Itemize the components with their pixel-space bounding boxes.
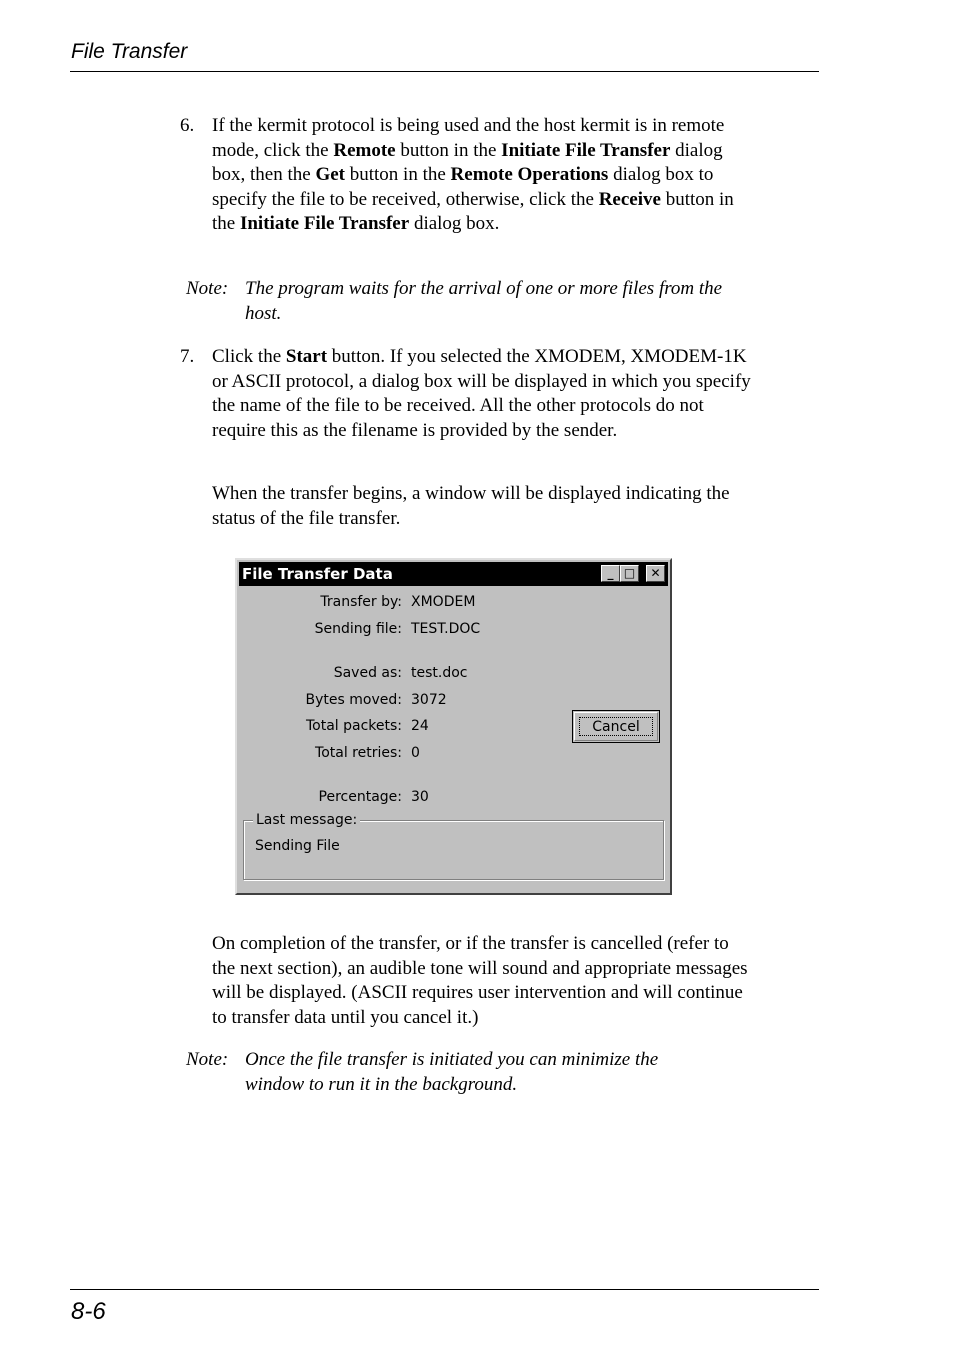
cancel-button-label: Cancel: [579, 717, 653, 736]
bytes-moved-value: 3072: [411, 692, 447, 708]
minimize-icon[interactable]: _: [601, 565, 620, 582]
page-number: 8-6: [71, 1298, 106, 1325]
saved-as-label: Saved as:: [333, 665, 402, 681]
footer-rule: [70, 1289, 819, 1290]
running-header: File Transfer: [71, 40, 188, 63]
cancel-button[interactable]: [572, 710, 660, 743]
step-7-text: Click the Start button. If you selected the XMODEM, XMODEM-1K or ASCII protocol, a dialog box will be displayed in which you specify the name of the file to be received. All the other protocols do not require this as the filename is provided by the sender.: [212, 346, 751, 441]
dialog-title: File Transfer Data: [242, 565, 393, 583]
total-retries-label: Total retries:: [315, 745, 402, 761]
last-message-label: Last message:: [253, 812, 360, 828]
note-1-text: The program waits for the arrival of one or more files from the host.: [245, 278, 723, 324]
close-icon[interactable]: ✕: [646, 565, 665, 582]
sending-file-value: TEST.DOC: [411, 621, 481, 637]
transfer-by-label: Transfer by:: [320, 594, 402, 610]
transfer-by-value: XMODEM: [411, 594, 476, 610]
dialog-titlebar: [239, 562, 668, 586]
header-rule: [70, 71, 819, 72]
step-6-number: 6.: [180, 115, 195, 136]
percentage-label: Percentage:: [318, 789, 402, 805]
maximize-icon[interactable]: □: [620, 565, 639, 582]
sending-file-label: Sending file:: [314, 621, 402, 637]
bytes-moved-label: Bytes moved:: [305, 692, 402, 708]
note-2-text: Once the file transfer is initiated you can minimize the window to run it in the background.: [245, 1049, 659, 1095]
total-packets-label: Total packets:: [305, 718, 402, 734]
transfer-begins-paragraph: When the transfer begins, a window will be displayed indicating the status of the file transfer.: [212, 483, 730, 529]
step-7-number: 7.: [180, 346, 195, 367]
total-packets-value: 24: [411, 718, 429, 734]
note-1-label: Note:: [186, 278, 229, 299]
total-retries-value: 0: [411, 745, 420, 761]
file-transfer-data-dialog: [235, 558, 672, 895]
last-message-value: Sending File: [255, 838, 340, 854]
step-6-text: If the kermit protocol is being used and the host kermit is in remote mode, click the Remote button in the Initiate File Transfer dialog box, then the Get button in the Remote Operations dialog box to specify the file to be received, otherwise, click the Receive button in the Initiate File Transfer dialog box.: [212, 115, 734, 235]
note-2-label: Note:: [186, 1049, 229, 1070]
completion-paragraph: On completion of the transfer, or if the transfer is cancelled (refer to the next section), an audible tone will sound and appropriate messages will be displayed. (ASCII requires user intervention and will continue to transfer data until you cancel it.): [212, 933, 748, 1028]
percentage-value: 30: [411, 789, 429, 805]
saved-as-value: test.doc: [411, 665, 468, 681]
